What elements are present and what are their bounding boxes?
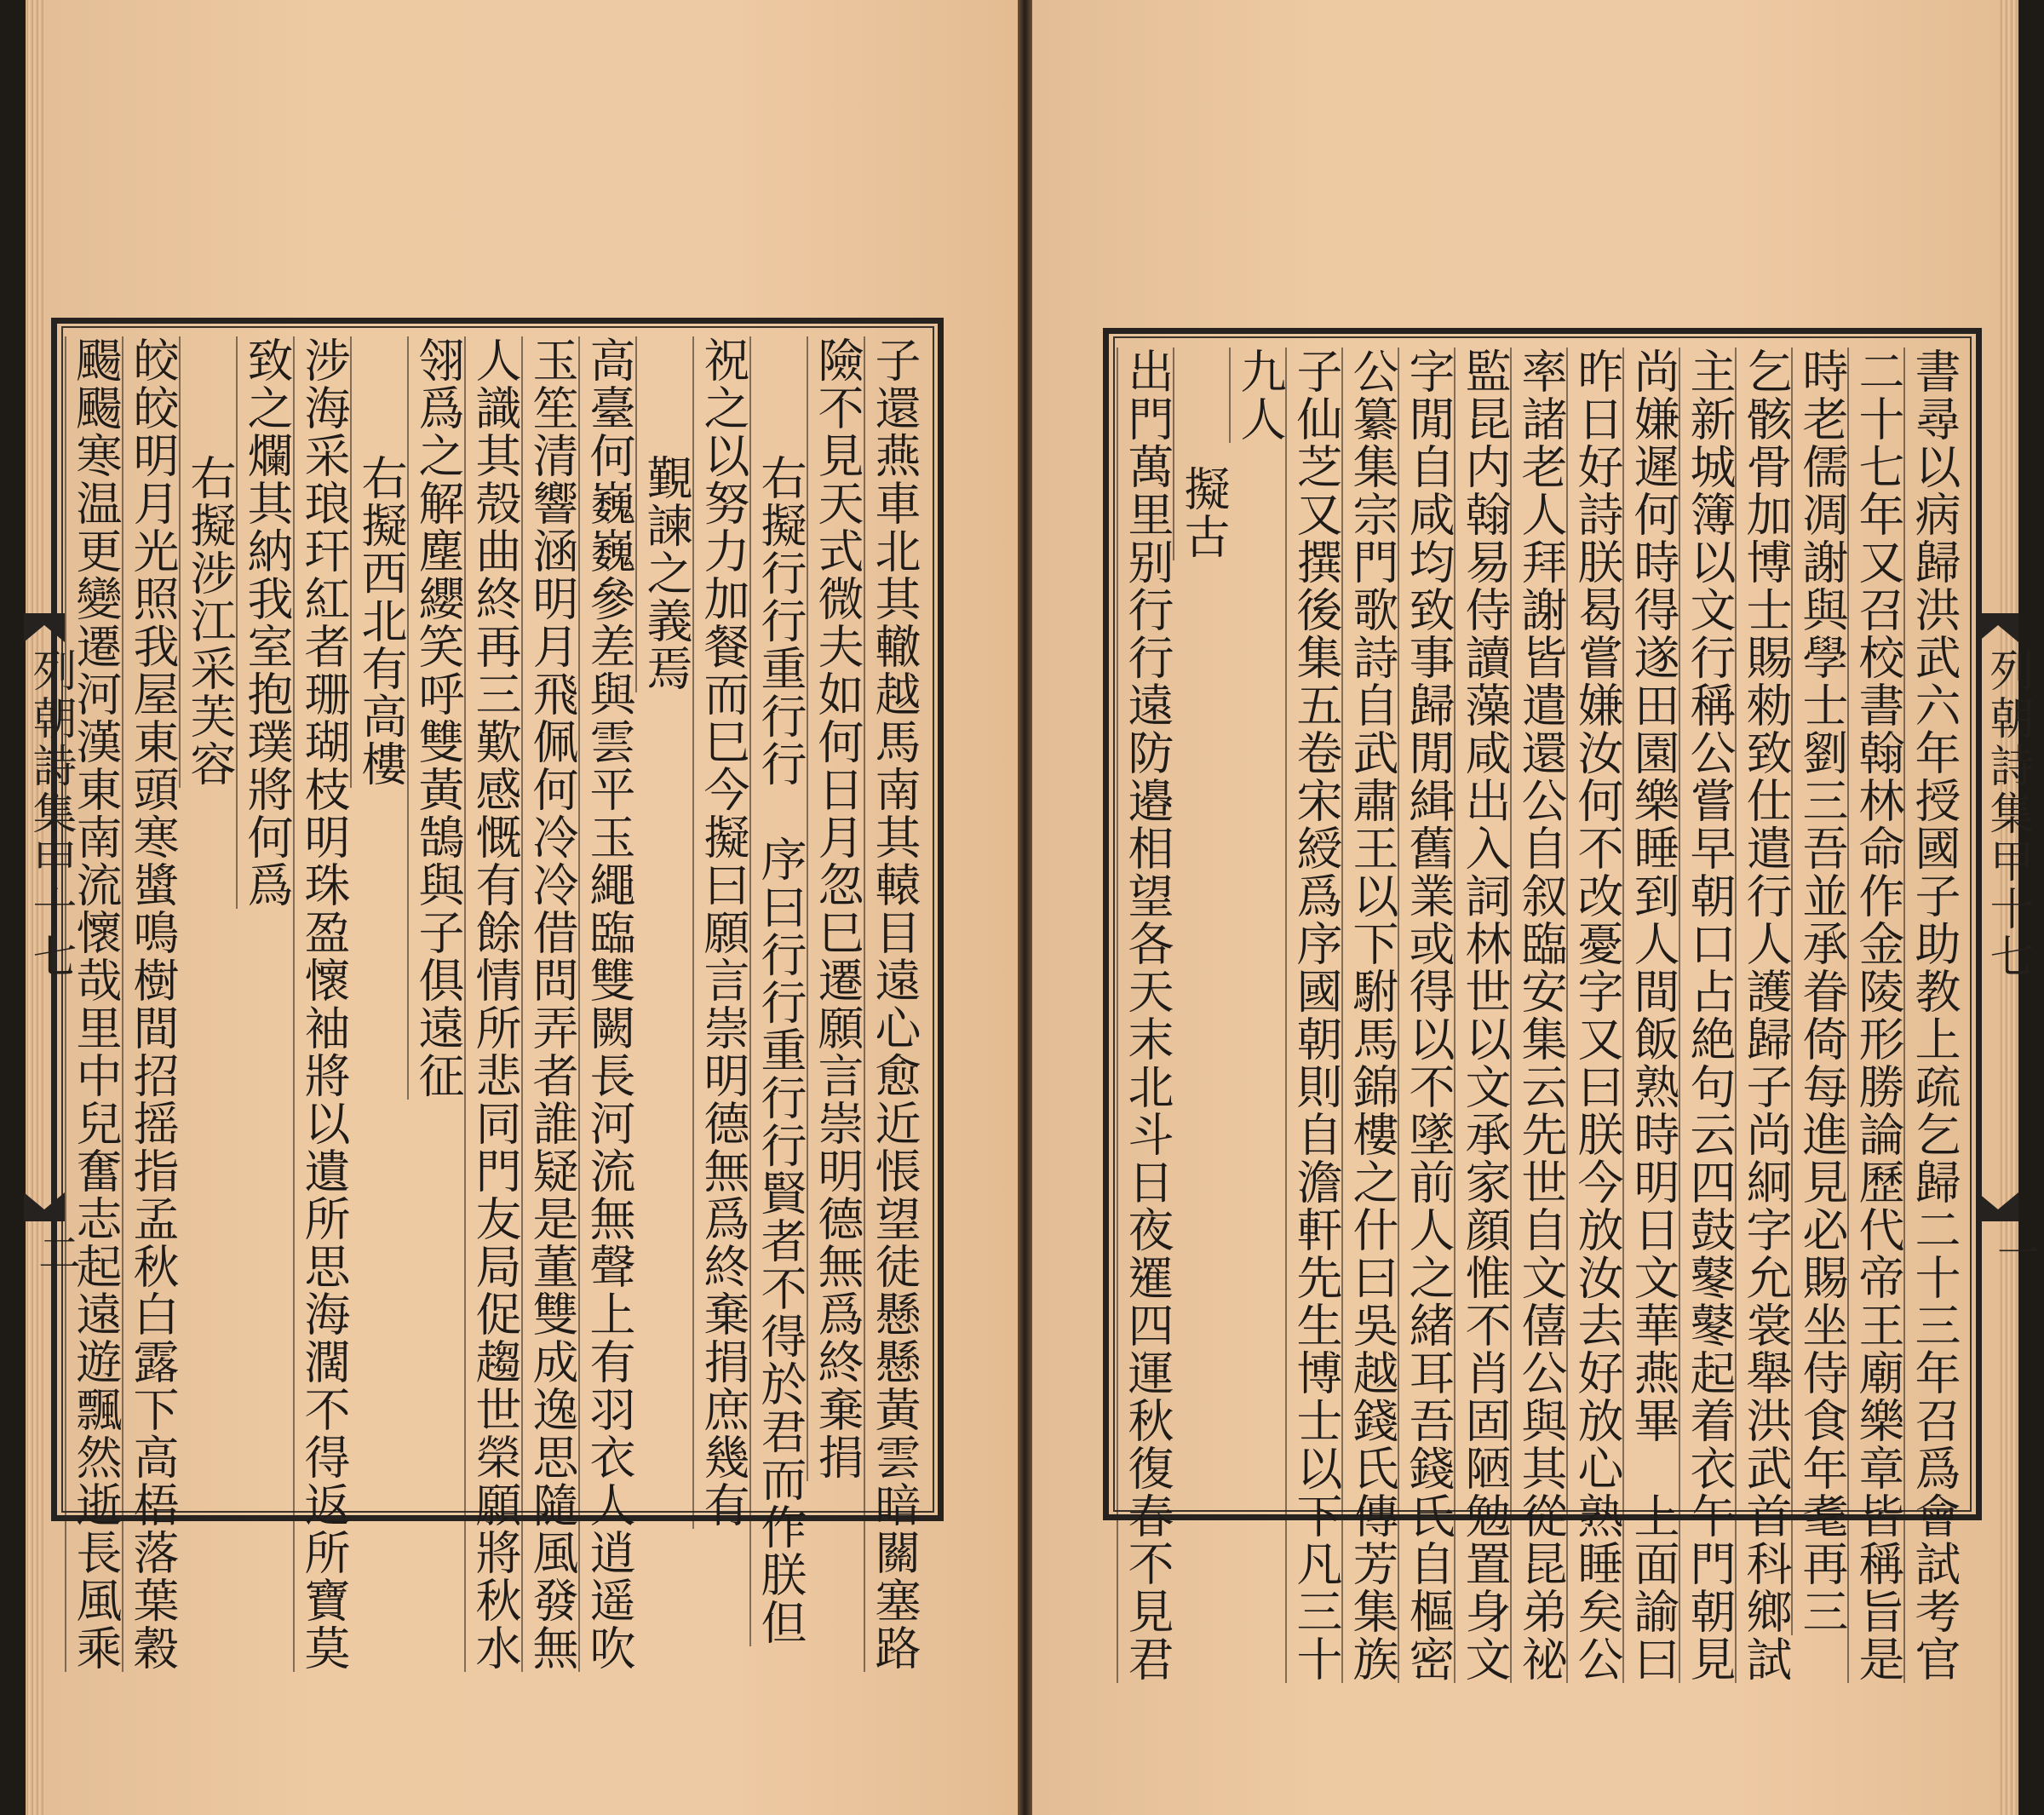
text-column: 九人 bbox=[1229, 347, 1289, 443]
right-text-block bbox=[1121, 347, 1963, 1683]
text-column: 尚嫌遲何時得遂田園樂睡到人間飯熟時明日文華燕畢 上面諭曰 bbox=[1622, 347, 1682, 1683]
margin-title-right: 列朝詩集甲十七 bbox=[1982, 647, 2033, 981]
text-column: 皎皎明月光照我屋東頭寒螿鳴樹間招摇指孟秋白露下高梧落葉穀 bbox=[122, 336, 181, 1672]
fish-tail-mark-right bbox=[1978, 613, 2018, 642]
text-column: 祝之以努力加餐而巳今擬曰願言崇明德無爲終棄捐庶幾有 bbox=[692, 336, 752, 1529]
text-column: 涉海采琅玕紅者珊瑚枝明珠盈懷袖將以遺所思海濶不得返所寶莫 bbox=[293, 336, 353, 1672]
folio-right: 一 bbox=[1990, 1231, 2040, 1273]
text-column: 出門萬里别行行遠防邉相望各天末北斗日夜𨗴四運秋復春不見君 bbox=[1117, 347, 1176, 1683]
left-text-block bbox=[69, 336, 923, 1672]
text-column: 公纂集宗門歌詩自武肅王以下駙馬錦樓之什曰吳越錢氏傳芳集族 bbox=[1341, 347, 1401, 1683]
text-column: 書尋以病歸洪武六年授國子助教上疏乞歸二十三年召爲會試考官 bbox=[1903, 347, 1963, 1683]
text-column: 昨日好詩朕曷嘗嫌汝何不改憂字又曰朕今放汝去好放心熟睡矣公 bbox=[1566, 347, 1626, 1683]
text-column: 人識其殻曲終再三歎感慨有餘情所悲同門友局促趨世榮願將秋水 bbox=[464, 336, 524, 1672]
text-column: 右擬西北有高樓 bbox=[350, 336, 410, 788]
fish-tail-mark-right-lower bbox=[1978, 1192, 2018, 1221]
text-column: 覲諫之義焉 bbox=[635, 336, 695, 692]
text-column: 子仙芝又撰後集五卷宋綬爲序國朝則自澹軒先生博士以下凡三十 bbox=[1285, 347, 1345, 1683]
text-column: 颺颺寒温更變遷河漢東南流懷哉里中兒奮志起遠遊飄然逝長風乘 bbox=[65, 336, 124, 1672]
text-column: 乞骸骨加博士賜勑致仕遣行人護歸子尚絅字允裳舉洪武首科鄉試 bbox=[1735, 347, 1794, 1683]
text-column: 主新城簿以文行稱公嘗早朝口占絶句云四鼓鼕鼕起着衣午門朝見 bbox=[1679, 347, 1738, 1683]
text-column: 高臺何巍巍參差與雲平玉繩臨雙闕長河流無聲上有羽衣人逍遥吹 bbox=[578, 336, 638, 1672]
margin-title-left: 列朝詩集甲十七 bbox=[25, 647, 76, 981]
text-column: 子還燕車北其轍越馬南其轅目遠心愈近悵望徒懸懸黃雲暗關塞路 bbox=[864, 336, 923, 1672]
book-gutter bbox=[1018, 0, 1032, 1815]
text-column: 右擬行行重行行 序曰行行重行行賢者不得於君而作朕但 bbox=[749, 336, 809, 1646]
text-column: 翎爲之解塵纓笑呼雙黃鵠與子俱遠征 bbox=[407, 336, 467, 1100]
text-column: 字閒自咸均致事歸閒緝舊業或得以不墜前人之緒耳吾錢氏自樞密 bbox=[1398, 347, 1457, 1683]
text-column: 時老儒凋謝與學士劉三吾並承眷倚每進見必賜坐侍食年耄再三 bbox=[1791, 347, 1851, 1635]
fish-tail-mark-left-lower bbox=[24, 1192, 65, 1221]
text-column-heading: 擬古 bbox=[1173, 347, 1232, 560]
text-column: 監昆内翰易侍讀藻咸出入詞林世以文承家顔惟不肖固陋勉置身文 bbox=[1454, 347, 1513, 1683]
text-column: 率諸老人拜謝皆遣還公自叙臨安集云先世自文僖公與其從昆弟祕 bbox=[1510, 347, 1570, 1683]
text-column: 險不見天式微夫如何日月忽巳遷願言崇明德無爲終棄捐 bbox=[807, 336, 866, 1481]
fish-tail-mark-left bbox=[24, 613, 65, 642]
text-column: 玉笙清響涵明月飛佩何冷冷借問弄者誰疑是董雙成逸思隨風發無 bbox=[521, 336, 581, 1672]
text-column: 致之爛其納我室抱璞將何爲 bbox=[236, 336, 296, 909]
folio-left: 二 bbox=[32, 1231, 81, 1273]
text-column: 右擬涉江采芙容 bbox=[179, 336, 238, 788]
text-column: 二十七年又召校書翰林命作金陵形勝論歷代帝王廟樂章皆稱旨是 bbox=[1847, 347, 1907, 1683]
